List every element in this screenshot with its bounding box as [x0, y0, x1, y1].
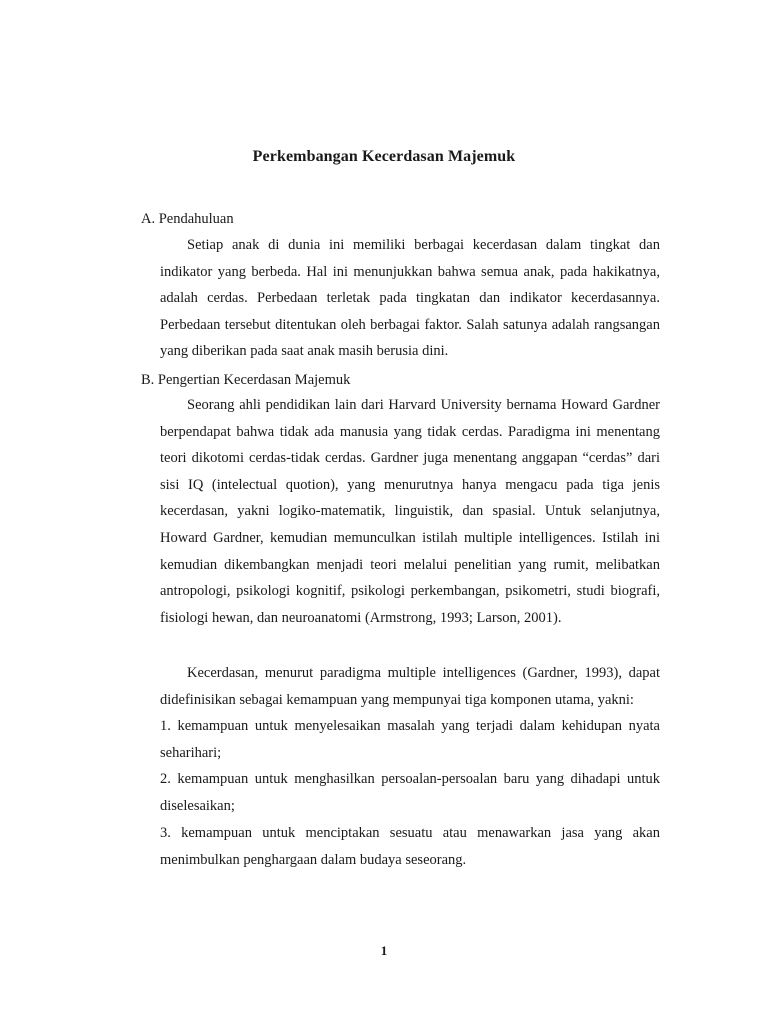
- list-item: 2. kemampuan untuk menghasilkan persoalan-persoalan baru yang dihadapi untuk diselesaikan;: [160, 771, 660, 814]
- list-item: 3. kemampuan untuk menciptakan sesuatu atau menawarkan jasa yang akan menimbulkan penghargaan dalam budaya seseorang.: [160, 825, 660, 868]
- document-title: Perkembangan Kecerdasan Majemuk: [252, 148, 516, 165]
- paragraph-definition: Kecerdasan, menurut paradigma multiple intelligences (Gardner, 1993), dapat didefinisikan sebagai kemampuan yang mempunyai tiga komponen utama, yakni:: [160, 665, 660, 708]
- section-heading-pengertian: B. Pengertian Kecerdasan Majemuk: [141, 372, 351, 388]
- page-number: 1: [380, 943, 388, 958]
- paragraph-gardner: Seorang ahli pendidikan lain dari Harvard University bernama Howard Gardner berpendapat bahwa tidak ada manusia yang tidak cerdas. Paradigma ini menentang teori dikotomi cerdas-tidak cerdas. Gardner juga menentang anggapan “cerdas” dari sisi IQ (intelectual quotion), yang menurutnya hanya mengacu pada tiga jenis kecerdasan, yakni logiko-matematik, linguistik, dan spasial. Untuk selanjutnya, Howard Gardner, kemudian memunculkan istilah multiple intelligences. Istilah ini kemudian dikembangkan menjadi teori melalui penelitian yang rumit, melibatkan antropologi, psikologi kognitif, psikologi perkembangan, psikometri, studi biografi, fisiologi hewan, dan neuroanatomi (Armstrong, 1993; Larson, 2001).: [160, 397, 660, 626]
- list-item: 1. kemampuan untuk menyelesaikan masalah yang terjadi dalam kehidupan nyata seharihari;: [160, 718, 660, 761]
- section-heading-pendahuluan: A. Pendahuluan: [141, 211, 234, 227]
- paragraph-pendahuluan: Setiap anak di dunia ini memiliki berbagai kecerdasan dalam tingkat dan indikator yang berbeda. Hal ini menunjukkan bahwa semua anak, pada hakikatnya, adalah cerdas. Perbedaan terletak pada tingkatan dan indikator kecerdasannya. Perbedaan tersebut ditentukan oleh berbagai faktor. Salah satunya adalah rangsangan yang diberikan pada saat anak masih berusia dini.: [160, 237, 660, 360]
